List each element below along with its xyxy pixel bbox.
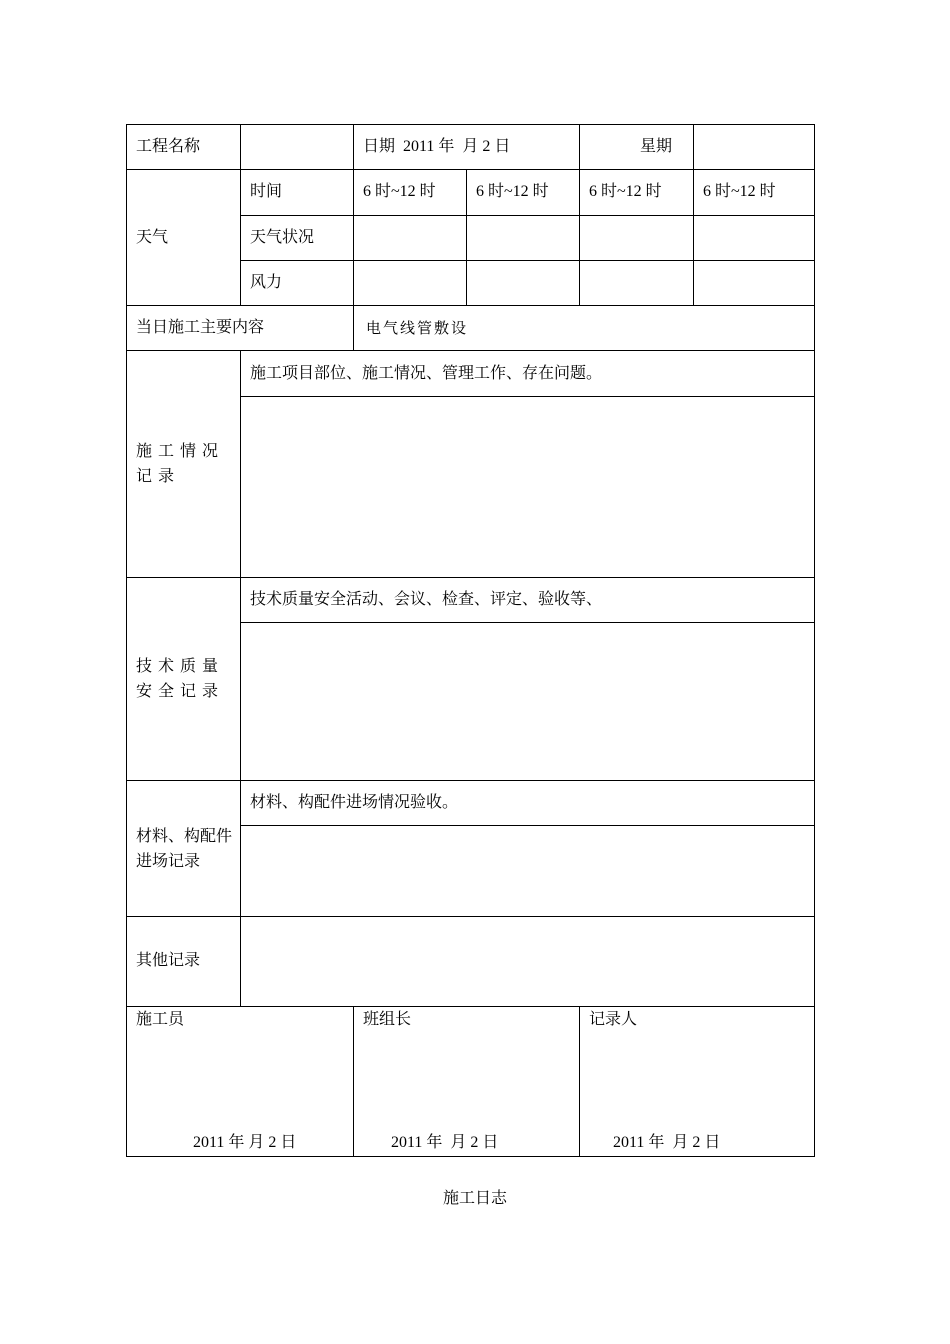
materials-label: 材料、构配件进场记录 — [136, 828, 233, 870]
weather-label: 天气 — [136, 229, 169, 246]
rule — [126, 124, 815, 125]
signature-date: 2011 年 月 2 日 — [391, 1134, 499, 1151]
other-record-label: 其他记录 — [136, 952, 201, 969]
signature-date: 2011 年 月 2 日 — [193, 1134, 297, 1151]
rule — [353, 1006, 354, 1157]
weather-time-slot: 6 时~12 时 — [589, 183, 662, 200]
rule — [353, 124, 354, 351]
signature-role-recorder: 记录人 — [589, 1011, 638, 1028]
materials-hint: 材料、构配件进场情况验收。 — [250, 794, 459, 811]
rule — [126, 350, 815, 351]
main-work-label: 当日施工主要内容 — [136, 319, 265, 336]
weather-time-slot: 6 时~12 时 — [703, 183, 776, 200]
weather-condition-label: 天气状况 — [250, 229, 315, 246]
rule — [466, 169, 467, 306]
rule — [126, 916, 815, 917]
rule — [126, 124, 127, 1157]
quality-safety-hint: 技术质量安全活动、会议、检查、评定、验收等、 — [250, 591, 603, 608]
signature-date: 2011 年 月 2 日 — [613, 1134, 721, 1151]
weekday-label: 星期 — [639, 138, 672, 155]
construction-record-label: 施工情况记录 — [136, 443, 225, 485]
weather-time-slot: 6 时~12 时 — [363, 183, 436, 200]
rule — [240, 260, 815, 261]
quality-safety-label: 技术质量安全记录 — [136, 658, 225, 700]
weather-time-label: 时间 — [250, 183, 283, 200]
signature-role-builder: 施工员 — [136, 1011, 185, 1028]
construction-record-hint: 施工项目部位、施工情况、管理工作、存在问题。 — [250, 365, 603, 382]
rule — [240, 825, 815, 826]
rule — [126, 1156, 815, 1157]
rule — [240, 622, 815, 623]
rule — [240, 215, 815, 216]
wind-label: 风力 — [250, 274, 283, 291]
date-field: 日期 2011 年 月 2 日 — [363, 138, 511, 155]
rule — [240, 396, 815, 397]
project-name-label: 工程名称 — [136, 138, 201, 155]
rule — [126, 577, 815, 578]
signature-role-team-leader: 班组长 — [363, 1011, 412, 1028]
rule — [814, 124, 815, 1157]
footer-title: 施工日志 — [442, 1190, 507, 1207]
weather-time-slot: 6 时~12 时 — [476, 183, 549, 200]
rule — [126, 780, 815, 781]
rule — [240, 124, 241, 306]
rule — [579, 1006, 580, 1157]
rule — [126, 169, 815, 170]
rule — [126, 305, 815, 306]
main-work-value[interactable]: 电气线管敷设 — [366, 319, 469, 337]
rule — [240, 350, 241, 1007]
rule — [126, 1006, 815, 1007]
